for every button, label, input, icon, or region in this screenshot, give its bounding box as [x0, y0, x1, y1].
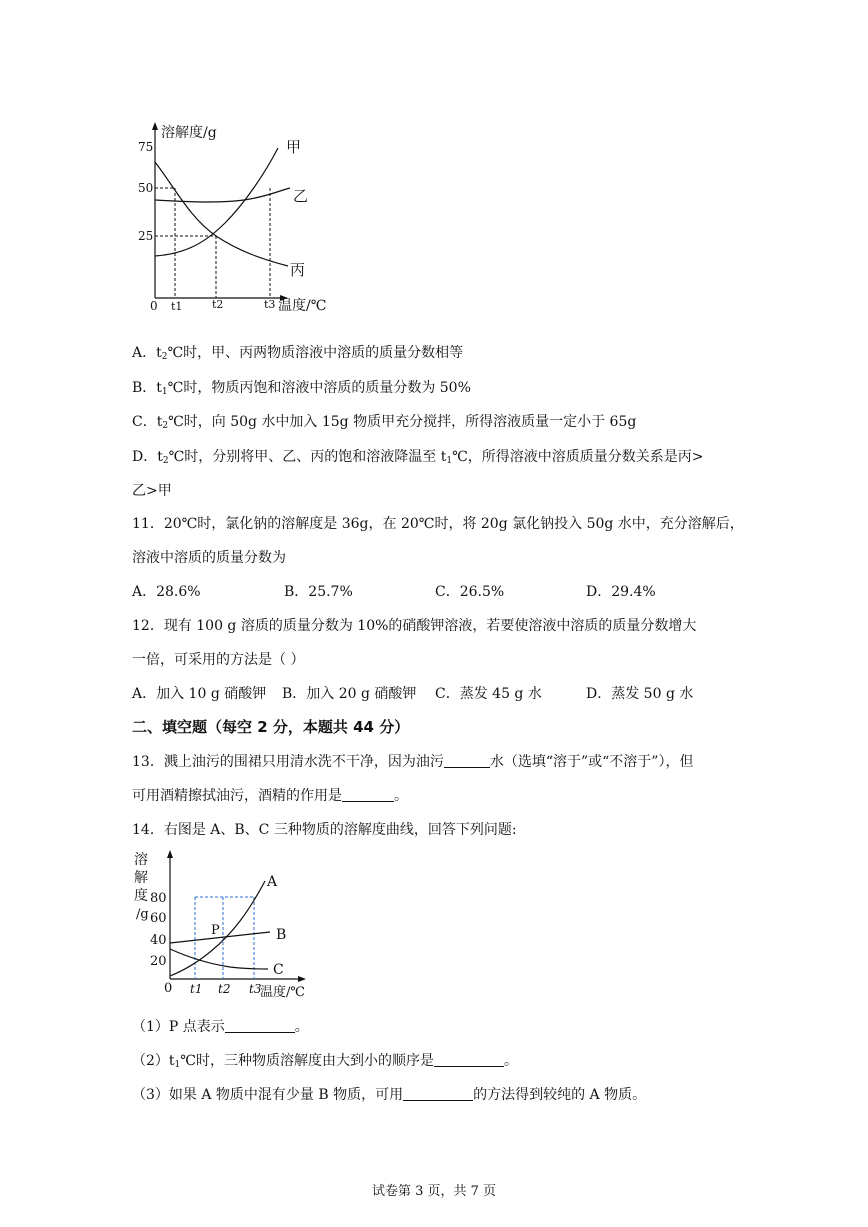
chart2-origin: 0 [164, 981, 173, 996]
chart1-curve-label-jia: 甲 [286, 138, 302, 156]
chart2-xtick-t3: t3 [249, 982, 262, 996]
chart1-xtick-t2: t2 [212, 298, 224, 311]
section-heading: 二、填空题（每空 2 分，本题共 44 分） [132, 718, 410, 736]
chart1-ytick-75: 75 [138, 140, 154, 154]
q13-blank-2[interactable] [342, 787, 394, 802]
chart2-curve-label-a: A [267, 874, 278, 890]
q14-sub-1: （1）P 点表示 。 [132, 1019, 309, 1035]
q10-option-c: C．$t_2℃$时，向 50g 水中加入 15g 物质甲充分搅拌，所得溶液质量一定小于 65g [132, 414, 637, 431]
chart1-ylabel: 溶解度/g [161, 125, 217, 141]
chart2-ytick-20: 20 [150, 954, 167, 969]
q12-text-1: 12．现有 100 g 溶质的质量分数为 10%的硝酸钾溶液，若要使溶液中溶质的质量分数增大 [132, 618, 697, 634]
solubility-chart-2 [130, 846, 330, 1006]
q10-option-b: B．$t_1℃$时，物质丙饱和溶液中溶质的质量分数为 50% [132, 380, 471, 397]
chart2-x-arrow [298, 976, 306, 982]
q14-sub-3: （3）如果 A 物质中混有少量 B 物质，可用 的方法得到较纯的 A 物质。 [132, 1087, 647, 1103]
chart1-xlabel: 温度/℃ [278, 298, 327, 314]
chart1-curve-label-bing: 丙 [290, 261, 306, 279]
chart2-ytick-60: 60 [150, 911, 167, 926]
q14-blank-2[interactable] [434, 1052, 504, 1067]
chart2-ytick-40: 40 [150, 933, 167, 948]
chart1-y-arrow [152, 122, 158, 130]
q10-option-a: A．$t_2℃$时，甲、丙两物质溶液中溶质的质量分数相等 [132, 345, 464, 362]
chart2-xtick-t1: t1 [190, 982, 203, 996]
chart2-curve-label-c: C [273, 962, 284, 978]
chart2-point-p: P [211, 923, 220, 938]
page-footer: 试卷第 3 页，共 7 页 [371, 1184, 497, 1199]
q10-option-d: D．$t_2℃$时，分别将甲、乙、丙的饱和溶液降温至 $t_1℃$，所得溶液中溶质质量分数关系是丙> [132, 449, 704, 466]
q13-text-1: 13．溅上油污的围裙只用清水洗不干净，因为油污 水（选填“溶于”或“不溶于”），但 [132, 754, 694, 770]
q11-option-c: C．26.5% [435, 584, 505, 600]
q13-text-2: 可用酒精擦拭油污，酒精的作用是 。 [132, 788, 408, 804]
q11-option-a: A．28.6% [132, 584, 201, 600]
q14-blank-3[interactable] [403, 1086, 473, 1101]
chart2-curve-label-b: B [276, 927, 287, 943]
q11-text-2: 溶液中溶质的质量分数为 [132, 550, 286, 566]
chart2-xlabel: 温度/℃ [260, 985, 305, 1000]
chart2-ylabel-2: 解 [134, 870, 148, 886]
chart2-xtick-t2: t2 [218, 982, 231, 996]
chart1-xtick-t1: t1 [171, 300, 183, 313]
q11-text-1: 11．20℃时，氯化钠的溶解度是 36g，在 20℃时，将 20g 氯化钠投入 50g 水中，充分溶解后， [132, 516, 744, 532]
chart1-xtick-t3: t3 [264, 298, 276, 311]
q14-sub-2: $(2)t_1℃$时，三种物质溶解度由大到小的顺序是 。 [132, 1053, 518, 1070]
q10-option-d-cont: 乙>甲 [132, 483, 172, 499]
chart2-curve-c [170, 949, 268, 969]
q12-option-b: B．加入 20 g 硝酸钾 [282, 686, 417, 702]
q14-blank-1[interactable] [225, 1018, 295, 1033]
q12-option-d: D．蒸发 50 g 水 [586, 686, 694, 702]
q11-option-d: D．29.4% [586, 584, 656, 600]
chart2-curve-b [170, 932, 270, 943]
q14-intro: 14．右图是 A、B、C 三种物质的溶解度曲线，回答下列问题: [132, 822, 517, 838]
chart1-ytick-25: 25 [138, 229, 154, 243]
q12-option-c: C．蒸发 45 g 水 [435, 686, 542, 702]
chart1-xtick-0: 0 [150, 299, 158, 313]
chart2-ylabel-1: 溶 [134, 852, 148, 868]
chart2-ylabel-4: /g [136, 907, 149, 922]
q11-option-b: B．25.7% [284, 584, 353, 600]
chart2-ytick-80: 80 [150, 891, 167, 906]
chart1-curve-label-yi: 乙 [293, 187, 309, 205]
solubility-chart-1 [130, 118, 350, 318]
chart2-ylabel-3: 度 [134, 888, 148, 904]
chart1-ytick-50: 50 [138, 181, 154, 195]
q12-option-a: A．加入 10 g 硝酸钾 [132, 686, 267, 702]
q13-blank-1[interactable] [444, 753, 490, 768]
chart2-y-arrow [167, 850, 173, 858]
q12-text-2: 一倍，可采用的方法是（ ） [132, 652, 305, 668]
